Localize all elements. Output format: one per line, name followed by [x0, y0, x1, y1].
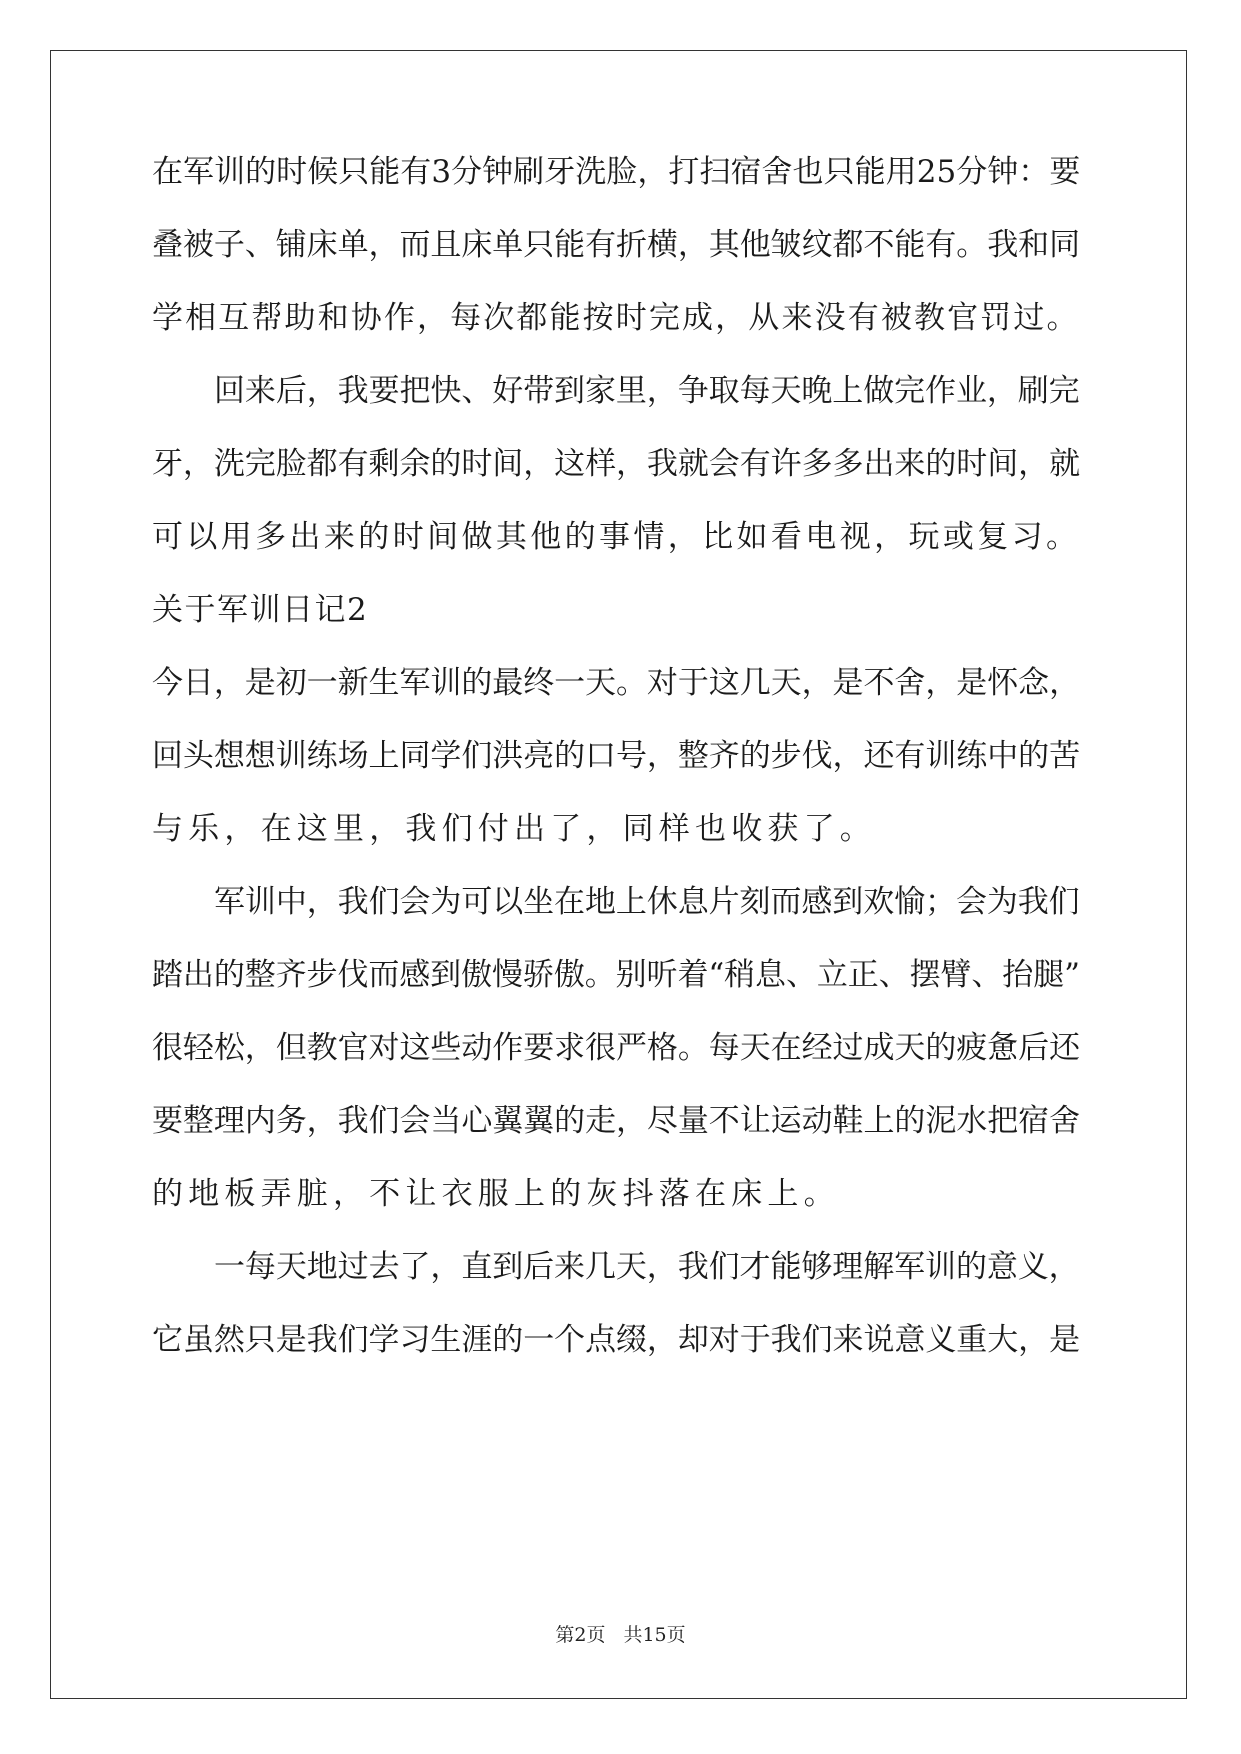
text-line: 它虽然只是我们学习生涯的一个点缀，却对于我们来说意义重大，是 — [152, 1322, 1080, 1358]
text-line: 学相互帮助和协作，每次都能按时完成，从来没有被教官罚过。 — [152, 300, 1080, 336]
text-line: 牙，洗完脸都有剩余的时间，这样，我就会有许多多出来的时间，就 — [152, 446, 1080, 482]
text-line: 要整理内务，我们会当心翼翼的走，尽量不让运动鞋上的泥水把宿舍 — [152, 1103, 1080, 1139]
text-line: 回头想想训练场上同学们洪亮的口号，整齐的步伐，还有训练中的苦 — [152, 738, 1080, 774]
page-number: 第2页 — [555, 1624, 606, 1646]
section-title: 关于军训日记2 — [152, 592, 369, 628]
text-line: 可以用多出来的时间做其他的事情，比如看电视，玩或复习。 — [152, 519, 1081, 555]
text-line: 今日，是初一新生军训的最终一天。对于这几天，是不舍，是怀念， — [152, 665, 1080, 701]
text-line: 在军训的时候只能有3分钟刷牙洗脸，打扫宿舍也只能用25分钟：要 — [152, 154, 1081, 190]
text-line: 与乐，在这里，我们付出了，同样也收获了。 — [152, 811, 876, 847]
paragraph-start-line: 一每天地过去了，直到后来几天，我们才能够理解军训的意义， — [214, 1249, 1080, 1285]
text-line: 踏出的整齐步伐而感到傲慢骄傲。别听着“稍息、立正、摆臂、抬腿” — [152, 957, 1080, 993]
paragraph-start-line: 军训中，我们会为可以坐在地上休息片刻而感到欢愉；会为我们 — [214, 884, 1080, 920]
text-line: 的地板弄脏，不让衣服上的灰抖落在床上。 — [152, 1176, 840, 1212]
page-total: 共15页 — [623, 1624, 686, 1646]
page-footer — [0, 1623, 1241, 1647]
text-line: 很轻松，但教官对这些动作要求很严格。每天在经过成天的疲惫后还 — [152, 1030, 1080, 1066]
text-line: 叠被子、铺床单，而且床单只能有折横，其他皱纹都不能有。我和同 — [152, 227, 1080, 263]
paragraph-start-line: 回来后，我要把快、好带到家里，争取每天晚上做完作业，刷完 — [214, 373, 1080, 409]
